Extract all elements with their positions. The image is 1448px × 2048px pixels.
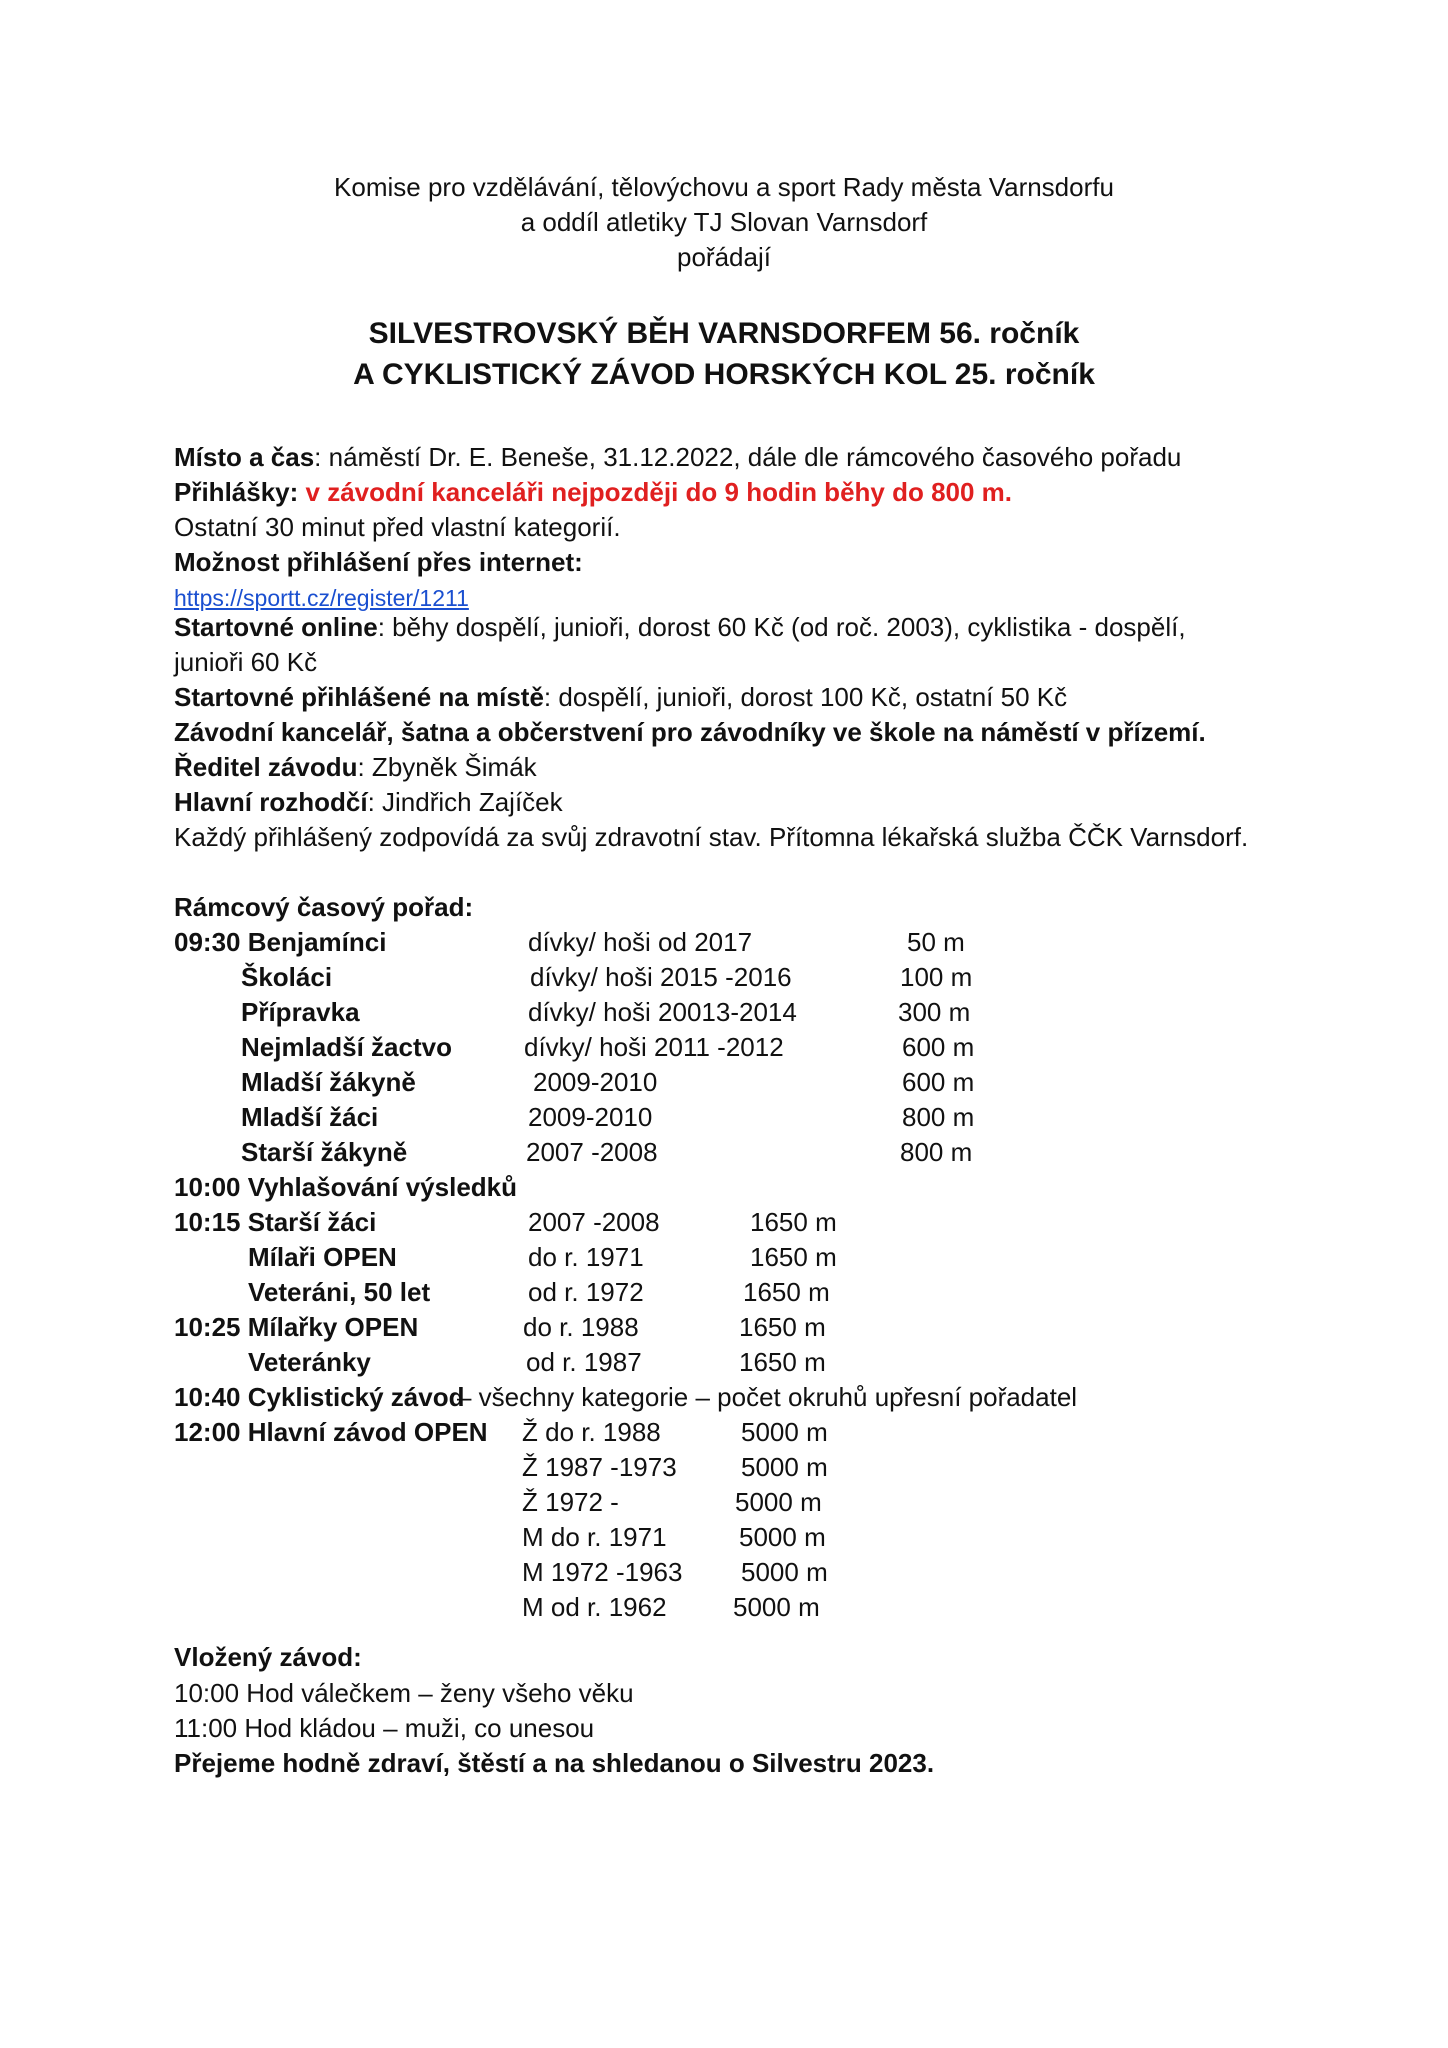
schedule-row xyxy=(0,1592,1448,1626)
director-label: Ředitel závodu xyxy=(174,752,358,782)
row-category: Mladší žáci xyxy=(241,1102,379,1132)
row-distance: 5000 m xyxy=(733,1592,820,1622)
row-distance: 600 m xyxy=(902,1067,975,1097)
row-year: od r. 1987 xyxy=(526,1347,642,1377)
health-line: Každý přihlášený zodpovídá za svůj zdravotní stav. Přítomna lékařská služba ČČK Varnsdorf. xyxy=(174,822,1249,852)
embedded-heading: Vložený závod: xyxy=(174,1642,362,1672)
schedule-row xyxy=(0,1067,1448,1101)
row-year: 2007 -2008 xyxy=(526,1137,658,1167)
row-year: M 1972 -1963 xyxy=(522,1557,683,1587)
registration-label: Přihlášky xyxy=(174,477,290,507)
row-distance: 1650 m xyxy=(739,1312,826,1342)
registration-deadline: v závodní kanceláři nejpozději do 9 hodin běhy do 800 m. xyxy=(305,477,1013,507)
referee-text: : Jindřich Zajíček xyxy=(367,787,563,817)
row-time: 10:40 Cyklistický závod xyxy=(174,1382,465,1412)
row-distance: 800 m xyxy=(902,1102,975,1132)
schedule-row xyxy=(0,1207,1448,1241)
fee-online-line-2: junioři 60 Kč xyxy=(174,647,318,677)
row-category: Veteránky xyxy=(248,1347,371,1377)
schedule-row xyxy=(0,1242,1448,1276)
register-link-line xyxy=(174,582,469,613)
row-note: – všechny kategorie – počet okruhů upřesní pořadatel xyxy=(457,1382,1078,1412)
row-distance: 1650 m xyxy=(750,1242,837,1272)
schedule-row xyxy=(0,962,1448,996)
row-year: 2009-2010 xyxy=(533,1067,658,1097)
fee-online-line xyxy=(174,612,1186,643)
row-year: do r. 1971 xyxy=(528,1242,644,1272)
closing-line: Přejeme hodně zdraví, štěstí a na shledanou o Silvestru 2023. xyxy=(174,1748,935,1778)
schedule-row xyxy=(0,1417,1448,1451)
schedule-row xyxy=(0,1487,1448,1521)
title-line-2: A CYKLISTICKÝ ZÁVOD HORSKÝCH KOL 25. ročník xyxy=(353,358,1095,391)
row-distance: 1650 m xyxy=(743,1277,830,1307)
schedule-row xyxy=(0,1452,1448,1486)
schedule-row xyxy=(0,1137,1448,1171)
header-line-2: a oddíl atletiky TJ Slovan Varnsdorf xyxy=(520,207,928,237)
registration-colon: : xyxy=(289,477,306,507)
others-line: Ostatní 30 minut před vlastní kategorií. xyxy=(174,512,621,542)
row-year: do r. 1988 xyxy=(523,1312,639,1342)
place-line xyxy=(174,442,1181,473)
row-category: Nejmladší žactvo xyxy=(241,1032,452,1062)
schedule-row xyxy=(0,927,1448,961)
registration-line xyxy=(174,477,1012,508)
row-year: Ž 1972 - xyxy=(522,1487,619,1517)
fee-onsite-text: : dospělí, junioři, dorost 100 Kč, ostatní 50 Kč xyxy=(543,682,1068,712)
director-line xyxy=(174,752,537,783)
schedule-row xyxy=(0,1312,1448,1346)
row-year: dívky/ hoši od 2017 xyxy=(528,927,753,957)
referee-line xyxy=(174,787,563,818)
fee-onsite-line xyxy=(174,682,1067,713)
office-line: Závodní kancelář, šatna a občerstvení pro závodníky ve škole na náměstí v přízemí. xyxy=(174,717,1206,747)
schedule-row xyxy=(0,1382,1448,1416)
fee-onsite-label: Startovné přihlášené na místě xyxy=(174,682,544,712)
embedded-item-1: 10:00 Hod válečkem – ženy všeho věku xyxy=(174,1678,634,1708)
row-distance: 800 m xyxy=(900,1137,973,1167)
fee-online-label: Startovné online xyxy=(174,612,378,642)
row-year: Ž do r. 1988 xyxy=(522,1417,661,1447)
fee-online-text: : běhy dospělí, junioři, dorost 60 Kč (od roč. 2003), cyklistika - dospělí, xyxy=(377,612,1186,642)
row-year: M do r. 1971 xyxy=(522,1522,667,1552)
row-distance: 1650 m xyxy=(739,1347,826,1377)
embedded-item-2: 11:00 Hod kládou – muži, co unesou xyxy=(174,1713,595,1743)
row-distance: 300 m xyxy=(898,997,971,1027)
schedule-row xyxy=(0,1172,1448,1206)
row-time: 09:30 Benjamínci xyxy=(174,927,387,957)
header-line-1: Komise pro vzdělávání, tělovýchovu a sport Rady města Varnsdorfu xyxy=(334,172,1114,202)
row-distance: 5000 m xyxy=(739,1522,826,1552)
header-line-3: pořádají xyxy=(677,242,771,272)
row-year: 2007 -2008 xyxy=(528,1207,660,1237)
row-category: Školáci xyxy=(241,962,333,992)
row-year: od r. 1972 xyxy=(528,1277,644,1307)
row-time: 10:00 Vyhlašování výsledků xyxy=(174,1172,518,1202)
row-year: dívky/ hoši 20013-2014 xyxy=(528,997,797,1027)
row-distance: 50 m xyxy=(907,927,965,957)
row-time: 10:25 Mílařky OPEN xyxy=(174,1312,419,1342)
row-category: Mílaři OPEN xyxy=(248,1242,397,1272)
row-distance: 5000 m xyxy=(741,1452,828,1482)
schedule-row xyxy=(0,1522,1448,1556)
row-category: Mladší žákyně xyxy=(241,1067,416,1097)
schedule-row xyxy=(0,1032,1448,1066)
row-time: 10:15 Starší žáci xyxy=(174,1207,377,1237)
place-text: : náměstí Dr. E. Beneše, 31.12.2022, dále dle rámcového časového pořadu xyxy=(314,442,1182,472)
row-year: 2009-2010 xyxy=(528,1102,653,1132)
schedule-row xyxy=(0,1102,1448,1136)
schedule-heading: Rámcový časový pořad: xyxy=(174,892,474,922)
row-time: 12:00 Hlavní závod OPEN xyxy=(174,1417,488,1447)
row-distance: 1650 m xyxy=(750,1207,837,1237)
schedule-row xyxy=(0,997,1448,1031)
schedule-row xyxy=(0,1277,1448,1311)
row-distance: 100 m xyxy=(900,962,973,992)
title-line-1: SILVESTROVSKÝ BĚH VARNSDORFEM 56. ročník xyxy=(368,317,1080,350)
row-category: Veteráni, 50 let xyxy=(248,1277,431,1307)
row-distance: 5000 m xyxy=(741,1557,828,1587)
row-year: dívky/ hoši 2015 -2016 xyxy=(530,962,792,992)
referee-label: Hlavní rozhodčí xyxy=(174,787,368,817)
row-category: Přípravka xyxy=(241,997,360,1027)
row-distance: 600 m xyxy=(902,1032,975,1062)
row-year: M od r. 1962 xyxy=(522,1592,667,1622)
schedule-row xyxy=(0,1557,1448,1591)
row-distance: 5000 m xyxy=(735,1487,822,1517)
place-label: Místo a čas xyxy=(174,442,315,472)
register-link[interactable]: https://sportt.cz/register/1211 xyxy=(174,585,469,611)
internet-label: Možnost přihlášení přes internet: xyxy=(174,547,583,577)
row-distance: 5000 m xyxy=(741,1417,828,1447)
row-year: Ž 1987 -1973 xyxy=(522,1452,677,1482)
row-year: dívky/ hoši 2011 -2012 xyxy=(524,1032,784,1062)
schedule-row xyxy=(0,1347,1448,1381)
director-text: : Zbyněk Šimák xyxy=(357,752,537,782)
row-category: Starší žákyně xyxy=(241,1137,408,1167)
